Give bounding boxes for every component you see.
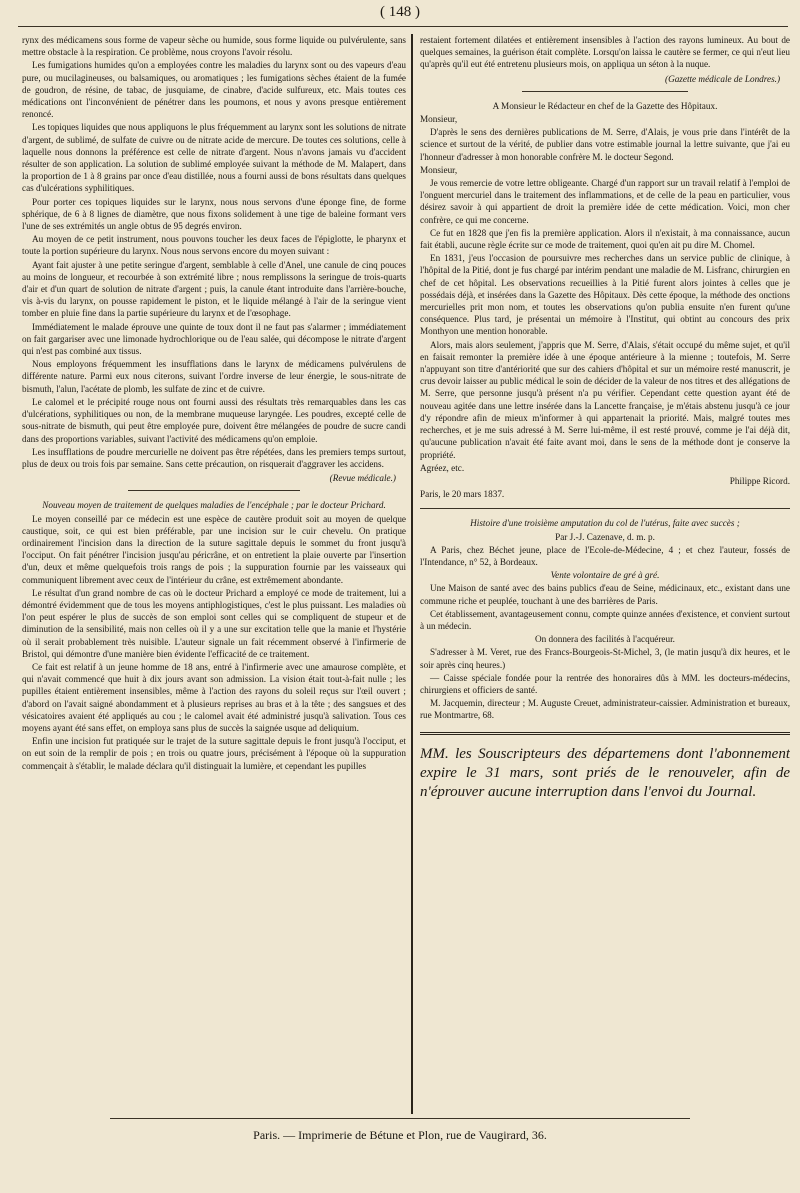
paragraph: A Paris, chez Béchet jeune, place de l'Ecole-de-Médecine, 4 ; et chez l'auteur, fossés de l'Intendance, n° 52, à Bordeaux. bbox=[420, 544, 790, 567]
paragraph: On donnera des facilités à l'acquéreur. bbox=[535, 634, 675, 645]
left-column bbox=[22, 34, 406, 1109]
article-title: Nouveau moyen de traitement de quelques maladies de l'encéphale ; par le docteur Prichard. bbox=[42, 500, 386, 511]
paragraph: Les topiques liquides que nous appliquons le plus fréquemment au larynx sont les solutions de nitrate d'argent, de sublimé, de sulfate de cuivre ou de nitrate acide de mercure. De toutes ces solutions, celle à laquelle nous donnons la préférence est celle de nitrate d'argent. Nous n'avons jamais vu d'accident résulter de son application. La solution de sublimé employée suivant la méthode de M. Malapert, dans la proportion de 1 à 8 grains par once d'eau distillée, nous a fourni aussi de bons résultats dans quelques cas d'ulcérations syphilitiques. bbox=[22, 122, 406, 194]
paragraph: restaient fortement dilatées et entièrement insensibles à l'action des rayons lumineux. Au bout de quelques semaines, la guérison était complète. Lorsqu'on laissa le cautère se fermer, ce qui n'eut lieu qu'après qu'il eut été entretenu plusieurs mois, on appliqua un séton à la nuque. bbox=[420, 35, 790, 70]
paragraph: Le résultat d'un grand nombre de cas où le docteur Prichard a employé ce mode de traitement, lui a démontré évidemment que de tous les moyens antiphlogistiques, c'est le plus puissant. Les maladies où l'on peut espérer le plus de succès de son emploi sont celles qui se compliquent de stupeur et de diminution de la sensibilité, mais non celles où il y a une sur excitation telle que la manie et l'hystérie où il serait probablement très nuisible. L'auteur signale un fait récemment observé à l'infirmerie de Bristol, qui démontre d'une manière bien évidente l'efficacité de ce traitement. bbox=[22, 587, 406, 659]
paragraph: — Caisse spéciale fondée pour la rentrée des honoraires dûs à MM. les docteurs-médecins, chirurgiens et officiers de santé. bbox=[420, 672, 790, 695]
page-number: ( 148 ) bbox=[380, 4, 420, 20]
paragraph: Les insufflations de poudre mercurielle ne doivent pas être répétées, dans les premiers temps surtout, plus de deux ou trois fois par semaine. Sans cette précaution, on risquerait d'aggraver les accidens. bbox=[22, 446, 406, 469]
paragraph: rynx des médicamens sous forme de vapeur sèche ou humide, sous forme liquide ou pulvérulente, sans mettre obstacle à la respiration. Ce problème, nous croyons l'avoir résolu. bbox=[22, 35, 406, 58]
paragraph: Immédiatement le malade éprouve une quinte de toux dont il ne faut pas s'alarmer ; immédiatement on fait gargariser avec une limonade hydrochlorique ou de l'eau salée, qui décompose le nitrate d'argent qui n'est pas combiné aux tissus. bbox=[22, 321, 406, 357]
paragraph: Pour porter ces topiques liquides sur le larynx, nous nous servons d'une éponge fine, de forme sphérique, de 6 à 8 lignes de diamètre, que nous fixons solidement à une tige de baleine formant vers l'une de ses extrémités un angle obtus de 95 degrés environ. bbox=[22, 196, 406, 232]
subscriber-notice: MM. les Souscripteurs des départemens dont l'abonnement expire le 31 mars, sont priés de le renouveler, afin de n'éprouver aucune interruption dans l'envoi du Journal. bbox=[420, 732, 790, 802]
source-citation: (Revue médicale.) bbox=[329, 473, 396, 484]
printer-footer: Paris. — Imprimerie de Bétune et Plon, rue de Vaugirard, 36. bbox=[253, 1128, 547, 1142]
separator-rule bbox=[128, 490, 301, 491]
sale-heading: Vente volontaire de gré à gré. bbox=[550, 570, 660, 581]
top-rule bbox=[18, 26, 788, 27]
paragraph: Au moyen de ce petit instrument, nous pouvons toucher les deux faces de l'épiglotte, le pharynx et toute la portion supérieure du larynx. Nous nous servons encore du moyen suivant : bbox=[22, 234, 406, 257]
paragraph: Une Maison de santé avec des bains publics d'eau de Seine, médicinaux, etc., existant dans une commune riche et peuplée, touchant à une des barrières de Paris. bbox=[420, 583, 790, 606]
paragraph: Nous employons fréquemment les insufflations dans le larynx de médicamens pulvérulens de différente nature. Parmi eux nous citerons, suivant l'ordre inverse de leur énergie, le sous-nitrate de bismuth, l'alun, l'acétate de plomb, les sulfate de zinc et de cuivre. bbox=[22, 359, 406, 394]
paragraph: Ce fut en 1828 que j'en fis la première application. Alors il n'existait, à ma connaissance, aucun fait établi, aucune règle écrite sur ce mode de traitement, quoi qu'en ait pu dire M. Chomel. bbox=[420, 227, 790, 251]
separator-rule bbox=[420, 508, 790, 509]
separator-rule bbox=[522, 91, 689, 92]
paragraph: Je vous remercie de votre lettre obligeante. Chargé d'un rapport sur un travail relatif à l'emploi de l'onguent mercuriel dans le traitement des inflammations, et de celle de la peau en particulier, vous désirez savoir à qui appartient de droit la première idée de cette médication. Voici, mon cher confrère, ce qui me concerne. bbox=[420, 178, 790, 225]
paragraph: Cet établissement, avantageusement connu, compte quinze années d'existence, et convient surtout à un médecin. bbox=[420, 608, 790, 631]
right-column bbox=[420, 34, 790, 1109]
article-title: Histoire d'une troisième amputation du col de l'utérus, faite avec succès ; bbox=[470, 518, 740, 529]
paragraph: Alors, mais alors seulement, j'appris que M. Serre, d'Alais, s'était occupé du même sujet, et qu'il en faisait remonter la première idée à une époque antérieure à la mienne ; toutefois, M. Serre n'appuyant son titre d'antériorité que sur des cahiers d'hôpital et sur un mémoire resté manuscrit, je crus devoir laisser au public médical le soin de décider de la valeur de nos titres et des allégations de M. Serre, que personne jusqu'à présent n'a pu vérifier. Cependant cette question ayant été de nouveau agitée dans une lettre insérée dans la Lancette française, je m'étais abstenu jusqu'à ce jour d'y répondre afin de mieux m'informer à qui appartenait la priorité. Mais, malgré toutes mes recherches, et je me suis adressé à M. Serre lui-même, il est resté prouvé, comme je l'ai déjà dit, qu'aucune publication n'avait été faite avant moi, dans le sens de la méthode dont je conserve la propriété. bbox=[420, 339, 790, 460]
column-divider bbox=[411, 34, 413, 1114]
paragraph: M. Jacquemin, directeur ; M. Auguste Creuet, administrateur-caissier. Administration et bureaux, rue Montmartre, 68. bbox=[420, 698, 790, 721]
paragraph: Le moyen conseillé par ce médecin est une espèce de cautère produit soit au moyen de quelque caustique, soit, ce qui est bien préférable, par une incision sur le cuir chevelu. On pratique ordinairement l'incision dans la direction de la suture sagittale depuis le sommet du front jusqu'à l'occiput. On fait pénétrer l'incision jusqu'au péricrâne, et on entretient la plaie ouverte par l'insertion d'un, deux et même quelquefois trois rangs de pois ; la suppuration fournie par les vaisseaux qui communiquent librement avec ceux de l'intérieur du crâne, est extrêmement abondante. bbox=[22, 513, 406, 585]
paragraph: Les fumigations humides qu'on a employées contre les maladies du larynx sont ou des vapeurs d'eau pure, ou mucilagineuses, ou balsamiques, ou aromatiques ; les fumigations sèches étaient de la fumée de goudron, de résine, de tabac, de jusquiame, de cinabre, d'acide sulfureux, etc. Mais toutes ces médications ont l'inconvénient de pénétrer dans les poumons, et nous y avons presque entièrement renoncé. bbox=[22, 60, 406, 120]
signature: Philippe Ricord. bbox=[729, 475, 790, 486]
paragraph: Le calomel et le précipité rouge nous ont fourni aussi des résultats très remarquables dans les cas d'ulcérations, syphilitiques ou non, de la membrane muqueuse laryngée. Les poudres, excepté celle de sous-nitrate de bismuth, qui peut être employée pure, doivent être mélangées de poudre de sucre candi dans des proportions variables, suivant l'activité des médicamens qu'on emploie. bbox=[22, 396, 406, 444]
salutation: Monsieur, bbox=[420, 164, 458, 175]
bottom-rule bbox=[110, 1118, 690, 1119]
paragraph: D'après le sens des dernières publications de M. Serre, d'Alais, je vous prie dans l'intérêt de la science et surtout de la vérité, de publier dans votre estimable journal la lettre suivante, que j'ai eu l'honneur d'adresser à mon honorable confrère M. le docteur Segond. bbox=[420, 127, 790, 162]
paragraph: Ce fait est relatif à un jeune homme de 18 ans, entré à l'infirmerie avec une amaurose complète, et qui n'avait commencé que huit à dix jours avant son admission. La vision était tout-à-fait nulle ; les pupilles étaient entièrement insensibles, même à l'action des rayons du soleil reçus sur l'œil ouvert ; d'abord on l'avait saigné abondamment et à plusieurs reprises au bras et à la tête ; des sangsues et des vésicatoires avaient été appliqués au cou ; le calomel avait été administré jusqu'à salivation. Tous ces moyens ayant été sans effet, on employa sans plus de succès la saignée usque ad deliquium. bbox=[22, 661, 406, 733]
closing: Agréez, etc. bbox=[420, 462, 465, 473]
letter-heading: A Monsieur le Rédacteur en chef de la Gazette des Hôpitaux. bbox=[492, 100, 718, 111]
paragraph: En 1831, j'eus l'occasion de poursuivre mes recherches dans un service public de clinique, à l'hôpital de la Pitié, dont je fus chargé par intérim pendant une maladie de M. Lisfranc, chirurgien en chef de cet hôpital. Les observations recueillies à la Pitié furent alors jointes à celles que je possédais déjà, et insérées dans la Gazette des Hôpitaux. Dès cette époque, la méthode des onctions mercurielles prit mon nom, et toutes les observations qu'on publia ensuite n'en furent qu'une conséquence. Plus tard, je présentai un mémoire à l'Institut, qui obtint au concours des prix Monthyon une mention honorable. bbox=[420, 253, 790, 337]
paragraph: S'adresser à M. Veret, rue des Francs-Bourgeois-St-Michel, 3, (le matin jusqu'à dix heures, et le soir après cinq heures.) bbox=[420, 647, 790, 670]
salutation: Monsieur, bbox=[420, 114, 458, 125]
article-author: Par J.-J. Cazenave, d. m. p. bbox=[555, 531, 655, 542]
paragraph: Enfin une incision fut pratiquée sur le trajet de la suture sagittale depuis le front jusqu'à l'occiput, et on eut soin de la remplir de pois ; en trois ou quatre jours, précisément à l'époque où la suppuration commençait à s'établir, le malade déclara qu'il distinguait la lumière, et cependant les pupilles bbox=[22, 736, 406, 771]
paragraph: Ayant fait ajuster à une petite seringue d'argent, semblable à celle d'Anel, une canule de cinq pouces au moins de longueur, et recourbée à son extrémité libre ; nous remplissons la seringue de trois-quarts d'air et d'un quart de solution de nitrate d'argent ; puis, la canule étant introduite dans l'arrière-bouche, vis à-vis du larynx, on pousse rapidement le piston, et le liquide mélangé à l'air de la seringue vient tomber en pluie fine dans la partie supérieure du larynx et de l'œsophage. bbox=[22, 259, 406, 319]
letter-date: Paris, le 20 mars 1837. bbox=[420, 489, 505, 500]
source-citation: (Gazette médicale de Londres.) bbox=[665, 73, 780, 84]
